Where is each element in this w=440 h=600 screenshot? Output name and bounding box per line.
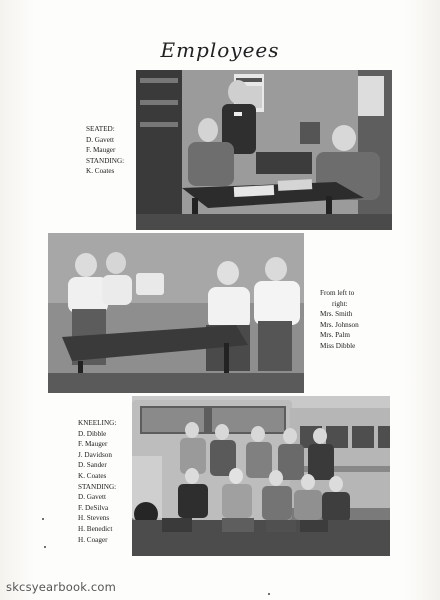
caption-line: SEATED: — [86, 125, 115, 133]
print-speck — [44, 546, 46, 548]
caption-line: KNEELING: — [78, 419, 117, 427]
caption-line: Mrs. Johnson — [320, 320, 359, 329]
page-title: Employees — [160, 38, 280, 62]
caption-line: D. Gavett — [86, 135, 114, 144]
photo1-caption — [86, 124, 124, 177]
print-speck — [268, 593, 270, 595]
caption-line: Mrs. Smith — [320, 310, 353, 319]
caption-line: Mrs. Palm — [320, 331, 350, 340]
caption-line: K. Coates — [78, 471, 107, 480]
caption-line: right: — [332, 299, 348, 308]
caption-line: F. Mauger — [86, 146, 116, 155]
caption-line: K. Coates — [86, 167, 115, 176]
watermark: skcsyearbook.com — [6, 580, 117, 594]
caption-line: H. Coager — [78, 535, 108, 544]
bus-drivers-photo — [132, 396, 390, 556]
photo2-caption — [320, 288, 359, 352]
photo3-caption — [78, 418, 116, 545]
caption-line: STANDING: — [78, 482, 117, 491]
caption-line: STANDING: — [86, 156, 125, 165]
caption-line: J. Davidson — [78, 450, 112, 459]
print-speck — [42, 518, 44, 520]
caption-line: D. Gavett — [78, 493, 106, 502]
caption-line: H. Benedict — [78, 524, 113, 533]
caption-line: From left to — [320, 289, 355, 297]
caption-line: F. Mauger — [78, 440, 108, 449]
caption-line: H. Stevens — [78, 514, 110, 523]
caption-line: F. DeSilva — [78, 503, 109, 512]
caption-line: D. Sander — [78, 461, 107, 470]
caption-line: Miss Dibble — [320, 341, 356, 350]
office-staff-photo — [136, 70, 392, 230]
caption-line: D. Dibble — [78, 429, 107, 438]
kitchen-staff-photo — [48, 233, 304, 393]
